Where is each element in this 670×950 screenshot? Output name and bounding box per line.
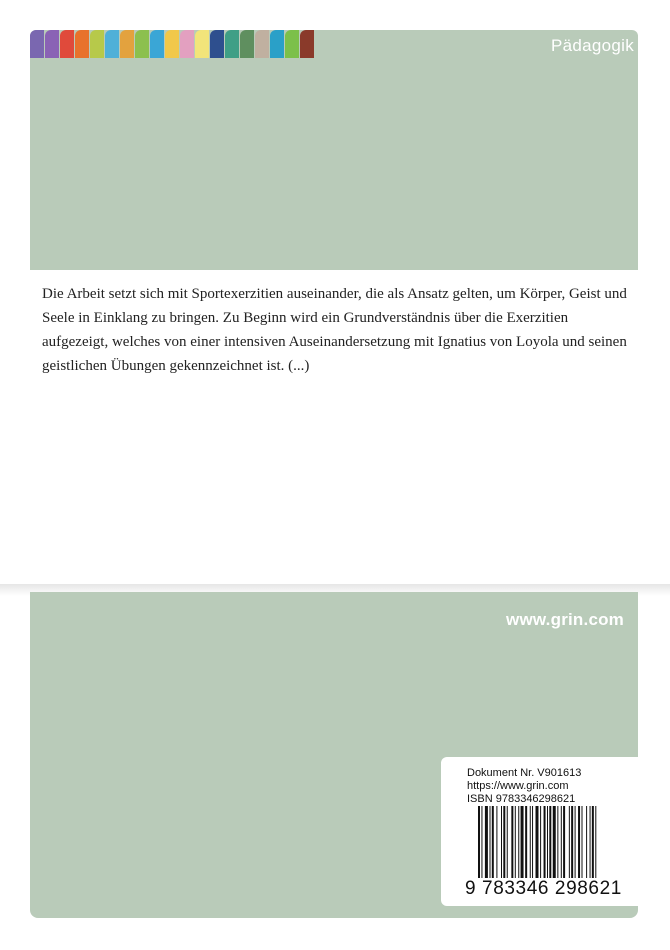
- publisher-website: www.grin.com: [506, 610, 624, 629]
- color-stripe: [195, 30, 209, 58]
- abstract-text: Die Arbeit setzt sich mit Sportexerzitien auseinander, die als Ansatz gelten, um Körper, Geist und Seele in Einklang zu bringen. Zu Beginn wird ein Grundverständnis über die Exerzitien aufgezeigt, welches von einer intensiven Auseinandersetzung mit Ignatius von Loyola und seinen geistlichen Übungen gekennzeichnet ist. (...): [42, 286, 627, 374]
- color-stripe: [75, 30, 89, 58]
- color-stripe: [105, 30, 119, 58]
- color-stripe: [255, 30, 269, 58]
- color-stripe: [240, 30, 254, 58]
- color-stripe: [285, 30, 299, 58]
- color-stripe: [150, 30, 164, 58]
- color-stripe: [90, 30, 104, 58]
- document-number: Dokument Nr. V901613: [467, 767, 582, 779]
- color-stripe: [165, 30, 179, 58]
- publisher-url: https://www.grin.com: [467, 780, 569, 792]
- barcode-digits: 9 783346 298621: [465, 878, 622, 899]
- isbn-number: ISBN 9783346298621: [467, 793, 576, 805]
- color-stripe: [270, 30, 284, 58]
- color-stripe: [225, 30, 239, 58]
- color-stripe: [60, 30, 74, 58]
- color-stripe: [120, 30, 134, 58]
- color-stripe: [45, 30, 59, 58]
- color-stripe: [210, 30, 224, 58]
- color-stripe: [300, 30, 314, 58]
- category-label: Pädagogik: [550, 36, 634, 55]
- color-stripe: [135, 30, 149, 58]
- barcode: [478, 806, 624, 878]
- color-stripe: [180, 30, 194, 58]
- color-stripes: [30, 30, 315, 58]
- color-stripe: [30, 30, 44, 58]
- top-cover-panel: [30, 30, 638, 270]
